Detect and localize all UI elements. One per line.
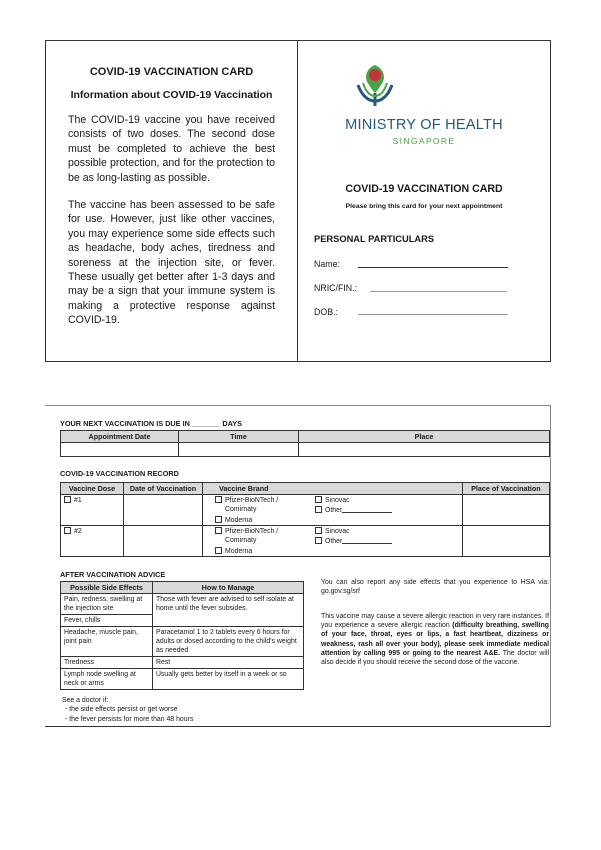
next-due-heading: YOUR NEXT VACCINATION IS DUE IN _______ DAYS — [60, 419, 242, 428]
pfizer-checkbox[interactable] — [215, 527, 222, 534]
pfizer-label: Pfizer-BioNTech / — [225, 497, 279, 504]
manage-cell: Paracetamol 1 to 2 tablets every 6 hours for adults or dosed according to the child's weight as needed — [153, 627, 304, 657]
info-paragraph-doses: The COVID-19 vaccine you have received consists of two doses. The second dose must be completed to achieve the best possible protection, and for the protection to be as long-lasting as possible. — [68, 114, 276, 184]
appt-place-header: Place — [299, 431, 550, 443]
dose-row-2 — [61, 526, 550, 557]
moderna-label: Moderna — [225, 548, 253, 555]
effect-cell: Lymph node swelling at neck or arms — [61, 669, 153, 690]
manage-cell: Rest — [153, 657, 304, 669]
moderna-checkbox[interactable] — [215, 547, 222, 554]
particulars-heading: PERSONAL PARTICULARS — [314, 234, 435, 244]
sinovac-label: Sinovac — [325, 528, 350, 535]
vaccination-card-back — [45, 405, 551, 727]
advice-heading: AFTER VACCINATION ADVICE — [60, 570, 166, 579]
advice-table — [60, 581, 304, 690]
appt-time-cell[interactable] — [179, 443, 299, 457]
dob-field[interactable] — [358, 314, 508, 315]
moh-logo-icon — [355, 63, 395, 107]
appt-date-header: Appointment Date — [61, 431, 179, 443]
allergy-warning — [321, 612, 549, 667]
pfizer-label: Pfizer-BioNTech / — [225, 528, 279, 535]
dose-cell — [61, 526, 124, 557]
advice-row — [61, 657, 304, 669]
appointment-note: Please bring this card for your next appointment — [345, 203, 503, 210]
other-checkbox[interactable] — [315, 537, 322, 544]
report-text: You can also report any side effects that you experience to HSA via: go.gov.sg/srf — [321, 579, 549, 596]
dose-1-label: #1 — [74, 497, 82, 504]
info-card-title: COVID-19 VACCINATION CARD — [89, 66, 254, 78]
other-field[interactable] — [342, 537, 392, 544]
doctor-note-line: - the side effects persist or get worse — [65, 706, 178, 713]
dose-row-1 — [61, 495, 550, 526]
sinovac-checkbox[interactable] — [315, 527, 322, 534]
pfizer-checkbox[interactable] — [215, 496, 222, 503]
name-label: Name: — [314, 259, 340, 269]
cover-panel — [298, 41, 550, 361]
appt-time-header: Time — [179, 431, 299, 443]
manage-cell: Usually gets better by itself in a week or so — [153, 669, 304, 690]
org-name: MINISTRY OF HEALTH — [345, 117, 503, 133]
brand-cell — [203, 526, 463, 557]
info-paragraph-side-effects: The vaccine has been assessed to be safe for use. However, just like other vaccines, you may experience some side effects such as headache, body aches, tiredness and soreness at the injection site, or fever. These usually get better after 1-3 days and may be a sign that your immune system is making a protective response against COVID-19. — [68, 199, 276, 327]
effect-cell: Headache, muscle pain, joint pain — [61, 627, 153, 657]
nric-field[interactable] — [370, 291, 507, 292]
moderna-label: Moderna — [225, 517, 253, 524]
appt-place-cell[interactable] — [299, 443, 550, 457]
advice-row — [61, 627, 304, 657]
doctor-note-title: See a doctor if: — [62, 697, 109, 704]
manage-header: How to Manage — [153, 582, 304, 594]
dose-1-checkbox[interactable] — [64, 496, 71, 503]
doctor-note-line: - the fever persists for more than 48 hours — [65, 716, 194, 723]
appointment-table — [60, 430, 550, 457]
brand-cell — [203, 495, 463, 526]
date-header: Date of Vaccination — [124, 483, 203, 495]
info-panel — [46, 41, 298, 361]
vaccination-record-table — [60, 482, 550, 557]
dob-label: DOB.: — [314, 307, 338, 317]
other-label: Other — [325, 538, 343, 545]
place-cell[interactable] — [462, 526, 549, 557]
dose-2-label: #2 — [74, 528, 82, 535]
advice-row — [61, 669, 304, 690]
name-field[interactable] — [358, 267, 508, 268]
other-checkbox[interactable] — [315, 506, 322, 513]
place-cell[interactable] — [462, 495, 549, 526]
other-field[interactable] — [342, 506, 392, 513]
effect-cell: Pain, redness, swelling at the injection site — [61, 594, 153, 615]
dose-cell — [61, 495, 124, 526]
date-cell[interactable] — [124, 526, 203, 557]
comirnaty-label: Comirnaty — [225, 537, 257, 544]
effect-cell: Tiredness — [61, 657, 153, 669]
manage-cell: Those with fever are advised to self isolate at home until the fever subsides. — [153, 594, 304, 627]
brand-header: Vaccine Brand — [203, 483, 463, 495]
allergy-text-end: The doctor will also decide if you should receive the second dose of the vaccine. — [321, 649, 549, 667]
info-heading: Information about COVID-19 Vaccination — [70, 89, 273, 101]
nric-label: NRIC/FIN.: — [314, 283, 358, 293]
cover-card-title: COVID-19 VACCINATION CARD — [345, 183, 503, 195]
sinovac-label: Sinovac — [325, 497, 350, 504]
dose-2-checkbox[interactable] — [64, 527, 71, 534]
date-cell[interactable] — [124, 495, 203, 526]
place-header: Place of Vaccination — [462, 483, 549, 495]
dose-header: Vaccine Dose — [61, 483, 124, 495]
allergy-text-bold: (difficulty breathing, swelling of your face, throat, eyes or lips, a fast heartbeat, dizziness or weakness, rash all over your body), please seek immediate medical attention by calling 995 or going to the nearest A&E. — [321, 622, 549, 657]
org-country: SINGAPORE — [392, 136, 456, 146]
appointment-row — [61, 443, 550, 457]
appt-date-cell[interactable] — [61, 443, 179, 457]
moderna-checkbox[interactable] — [215, 516, 222, 523]
vaccination-card-front — [45, 40, 551, 362]
advice-row — [61, 594, 304, 615]
allergy-text-start: This vaccine may cause a severe allergic reaction in very rare instances. If you experience a severe allergic reaction — [321, 613, 549, 630]
other-label: Other — [325, 507, 343, 514]
sinovac-checkbox[interactable] — [315, 496, 322, 503]
effects-header: Possible Side Effects — [61, 582, 153, 594]
comirnaty-label: Comirnaty — [225, 506, 257, 513]
effect-cell: Fever, chills — [61, 615, 153, 627]
record-heading: COVID-19 VACCINATION RECORD — [60, 469, 179, 478]
